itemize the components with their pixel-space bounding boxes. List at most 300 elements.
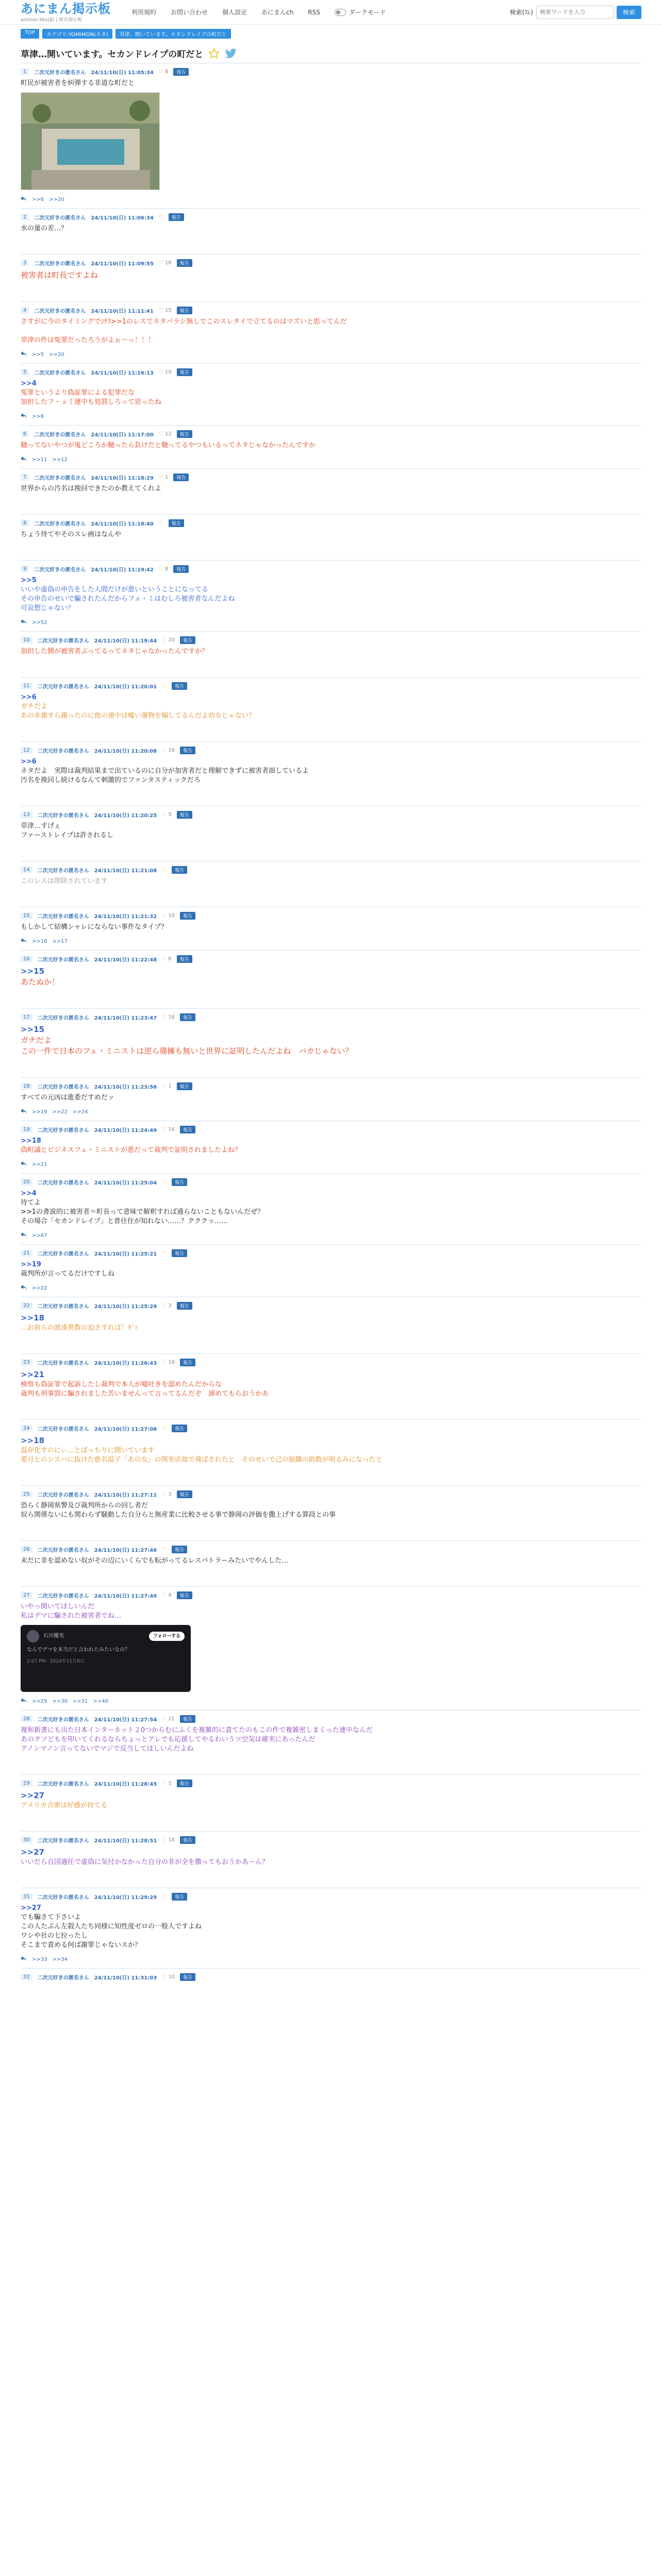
nav-settings[interactable]: 個人設定 xyxy=(222,9,247,16)
reply-link[interactable]: >>34 xyxy=(52,1957,68,1962)
like-button[interactable] xyxy=(162,1894,167,1900)
like-count: 8 xyxy=(164,566,169,572)
report-button[interactable]: 報告 xyxy=(172,1893,187,1901)
site-logo[interactable] xyxy=(21,2,111,23)
like-button[interactable] xyxy=(162,1426,167,1431)
post-date: 24/11/10(日) 11:18:40 xyxy=(91,521,154,527)
reply-anchor[interactable]: >>18 xyxy=(21,1313,45,1323)
post-spacer xyxy=(21,886,641,902)
like-button[interactable] xyxy=(162,812,172,818)
like-button[interactable] xyxy=(162,1360,175,1365)
breadcrumb-category[interactable]: カテゴリ:YOMIMON(ネタ) xyxy=(42,29,112,39)
post-text: そこまで責める何ば謝罪じゃないスか？ xyxy=(21,1941,142,1949)
reply-anchor[interactable]: >>5 xyxy=(21,577,37,584)
heart-icon: ♡ xyxy=(162,1893,167,1900)
report-button[interactable]: 報告 xyxy=(173,565,189,573)
reply-link[interactable]: >>31 xyxy=(72,1699,88,1704)
dark-mode-label: ダークモード xyxy=(349,9,386,16)
reply-icon[interactable] xyxy=(21,938,27,945)
post-text: 馳ってないやつが鬼どころか馳ったら負けだと馳ってるやつもいるってネタじゃなかったんですか xyxy=(21,442,316,449)
reply-anchor[interactable]: >>6 xyxy=(21,693,37,701)
post-header xyxy=(21,1249,641,1257)
reply-link[interactable]: >>6 xyxy=(32,197,44,202)
post-text: 待てよ xyxy=(21,1199,41,1207)
post-footer xyxy=(21,619,641,626)
reply-icon[interactable] xyxy=(21,1161,27,1168)
post-number[interactable]: 3 xyxy=(21,260,29,266)
heart-icon: ♡ xyxy=(162,956,169,962)
post-date: 24/11/10(日) 11:24:49 xyxy=(94,1127,157,1133)
post-author: 二次元好きの匿名さん xyxy=(37,684,89,690)
post-text: 検察も偽証罪で起訴したし裁判で本人が嘘吐きを認めたんだからな xyxy=(21,1381,222,1388)
heart-icon: ♡ xyxy=(158,260,165,266)
post-number[interactable]: 23 xyxy=(21,1359,32,1366)
reply-anchor[interactable]: >>18 xyxy=(21,1436,45,1445)
report-button[interactable]: 報告 xyxy=(177,1490,192,1498)
post-header xyxy=(21,1301,641,1310)
post-text: 温存化すのにぃ…とばっちりに開いています xyxy=(21,1447,155,1454)
post-text: ちょう待てやそのスレ画はなんや xyxy=(21,531,122,538)
post-item xyxy=(21,631,641,677)
post-footer xyxy=(21,413,641,420)
like-button[interactable] xyxy=(162,1179,167,1185)
post-date: 24/11/10(日) 11:20:01 xyxy=(94,684,157,690)
like-button[interactable] xyxy=(159,474,169,480)
report-button[interactable]: 報告 xyxy=(180,747,195,754)
post-number[interactable]: 21 xyxy=(21,1250,32,1257)
like-count: 10 xyxy=(164,369,172,375)
report-button[interactable]: 報告 xyxy=(173,473,189,481)
like-button[interactable] xyxy=(162,1781,172,1786)
report-button[interactable]: 報告 xyxy=(180,1013,195,1021)
reply-anchor[interactable]: >>4 xyxy=(21,1190,37,1197)
report-button[interactable]: 報告 xyxy=(180,636,195,644)
post-number[interactable]: 13 xyxy=(21,811,32,818)
reply-link[interactable]: >>22 xyxy=(32,1285,47,1291)
post-spacer xyxy=(21,281,641,296)
post-number[interactable]: 7 xyxy=(21,474,29,481)
like-count: 1 xyxy=(168,1083,172,1089)
reply-link[interactable]: >>24 xyxy=(72,1109,88,1115)
post-number[interactable]: 1 xyxy=(21,69,29,75)
post-spacer xyxy=(21,988,641,1003)
heart-icon: ♡ xyxy=(162,1837,169,1843)
post-item xyxy=(21,861,641,907)
post-author: 二次元好きの匿名さん xyxy=(37,1084,89,1090)
post-date: 24/11/10(日) 11:20:08 xyxy=(94,748,157,754)
follow-button[interactable]: フォローする xyxy=(149,1632,185,1641)
post-number[interactable]: 29 xyxy=(21,1780,32,1787)
reply-anchor[interactable]: >>27 xyxy=(21,1791,45,1800)
heart-icon: ♡ xyxy=(162,1014,169,1020)
like-button[interactable] xyxy=(162,867,167,873)
report-button[interactable]: 報告 xyxy=(177,1780,192,1787)
heart-icon: ♡ xyxy=(158,474,165,480)
report-button[interactable]: 報告 xyxy=(180,1836,195,1844)
reply-anchor[interactable]: >>27 xyxy=(21,1904,41,1912)
report-button[interactable]: 報告 xyxy=(177,307,192,314)
post-number[interactable]: 20 xyxy=(21,1179,32,1185)
report-button[interactable]: 報告 xyxy=(177,1591,192,1599)
report-button[interactable]: 報告 xyxy=(177,259,192,267)
post-text: 未だに非を認めない奴がその辺にいくらでも転がってるレスバトラーみたいでやんした… xyxy=(21,1557,289,1565)
post-header xyxy=(21,259,641,267)
post-author: 二次元好きの匿名さん xyxy=(34,261,86,267)
post-spacer xyxy=(21,1566,641,1581)
post-text: 世界からの汚名は挽回できたのか教えてくれよ xyxy=(21,485,162,493)
post-header xyxy=(21,866,641,874)
reply-link[interactable]: >>5 xyxy=(32,352,44,358)
reply-link[interactable]: >>29 xyxy=(32,1699,47,1704)
post-date: 24/11/10(日) 11:27:06 xyxy=(94,1426,157,1432)
report-button[interactable]: 報告 xyxy=(177,1302,192,1310)
post-item xyxy=(21,1968,641,2005)
heart-icon: ♡ xyxy=(162,1546,167,1552)
report-button[interactable]: 報告 xyxy=(180,1715,195,1723)
post-body xyxy=(21,1847,641,1867)
report-button[interactable]: 報告 xyxy=(180,1973,195,1981)
nav-terms[interactable]: 利用規約 xyxy=(131,9,157,16)
reply-link[interactable]: >>30 xyxy=(52,1699,68,1704)
heart-icon: ♡ xyxy=(162,1592,169,1598)
post-item xyxy=(21,208,641,254)
post-body xyxy=(21,484,641,494)
search-button[interactable]: 検索 xyxy=(617,6,641,19)
like-button[interactable] xyxy=(162,683,167,689)
like-button[interactable] xyxy=(159,308,172,313)
post-text: あたぬか！ xyxy=(21,977,60,987)
post-text: ガチだよ xyxy=(21,703,48,710)
like-count: 4 xyxy=(168,1592,172,1598)
nav-contact[interactable]: お問い合わせ xyxy=(171,9,208,16)
post-body xyxy=(21,877,641,886)
post-text: 冤罪というより偽証罪による犯罪だな xyxy=(21,389,135,397)
reply-anchor[interactable]: >>21 xyxy=(21,1370,45,1379)
heart-icon: ♡ xyxy=(162,683,167,689)
post-date: 24/11/10(日) 11:31:03 xyxy=(94,1975,157,1981)
report-button[interactable]: 報告 xyxy=(177,811,192,819)
post-header xyxy=(21,636,641,644)
post-date: 24/11/10(日) 11:27:54 xyxy=(94,1717,157,1723)
reply-link[interactable]: >>20 xyxy=(49,352,64,358)
post-date: 24/11/10(日) 11:22:48 xyxy=(94,957,157,963)
report-button[interactable]: 報告 xyxy=(180,1126,195,1133)
post-author: 二次元好きの匿名さん xyxy=(37,1127,89,1133)
like-count: 16 xyxy=(168,1014,175,1020)
post-text: もしかして結構シャレにならない事件なタイプ？ xyxy=(21,923,168,931)
post-text: いやっ開いてほしいんだ xyxy=(21,1603,95,1611)
post-number[interactable]: 18 xyxy=(21,1083,32,1090)
reply-link[interactable]: >>21 xyxy=(32,1162,47,1167)
reply-icon[interactable] xyxy=(21,1698,27,1705)
reply-link[interactable]: >>11 xyxy=(32,457,47,463)
post-header xyxy=(21,1424,641,1432)
post-text: 私はデマに騙された被害者でね… xyxy=(21,1612,122,1620)
like-button[interactable] xyxy=(159,566,169,572)
reply-link[interactable]: >>16 xyxy=(32,939,47,944)
report-button[interactable]: 報告 xyxy=(180,912,195,920)
post-body xyxy=(21,1369,641,1399)
post-number[interactable]: 6 xyxy=(21,431,29,437)
post-number[interactable]: 17 xyxy=(21,1014,32,1021)
report-button[interactable]: 報告 xyxy=(172,1546,187,1553)
post-date: 24/11/10(日) 11:27:11 xyxy=(94,1492,157,1498)
post-header xyxy=(21,911,641,920)
post-number[interactable]: 14 xyxy=(21,867,32,873)
post-body xyxy=(21,923,641,932)
like-button[interactable] xyxy=(162,1974,175,1980)
post-date: 24/11/10(日) 11:23:56 xyxy=(94,1084,157,1090)
post-number[interactable]: 16 xyxy=(21,956,32,962)
post-text: いいや虚偽の申告をした人間だけが悪いということになってる xyxy=(21,586,209,594)
post-author: 二次元好きの匿名さん xyxy=(34,521,86,527)
post-body xyxy=(21,1501,641,1520)
post-item xyxy=(21,468,641,514)
post-date: 24/11/10(日) 11:11:41 xyxy=(91,308,154,314)
post-item xyxy=(21,907,641,950)
reply-icon[interactable] xyxy=(21,1956,27,1963)
post-spacer xyxy=(21,656,641,672)
post-number[interactable]: 11 xyxy=(21,683,32,689)
post-text: あの赤旗すら謝ったのに他の連中は嘘い運物を煽してるんだよ幼女じゃない？ xyxy=(21,712,256,720)
post-number[interactable]: 12 xyxy=(21,747,32,754)
reply-anchor[interactable]: >>6 xyxy=(21,758,37,766)
nav-rss[interactable]: RSS xyxy=(308,8,320,16)
toggle-switch-icon[interactable] xyxy=(335,9,346,16)
post-header xyxy=(21,1779,641,1787)
post-author: 二次元好きの匿名さん xyxy=(37,913,89,920)
post-author: 二次元好きの匿名さん xyxy=(37,812,89,819)
post-text: 要月とのシスパに抜けた慈名温子「あの女」の関実店故で飛ばされたと そのせいで己の組織の助数が明るみになったと xyxy=(21,1456,383,1464)
reply-link[interactable]: >>67 xyxy=(32,1233,47,1239)
post-number[interactable]: 10 xyxy=(21,637,32,643)
search-input[interactable] xyxy=(536,6,614,19)
like-button[interactable] xyxy=(162,1250,167,1256)
post-number[interactable]: 8 xyxy=(21,520,29,527)
reply-link[interactable]: >>19 xyxy=(32,1109,47,1115)
heart-icon: ♡ xyxy=(158,214,163,220)
post-item xyxy=(21,1353,641,1419)
post-text: 汚名を挽回し続けるなんて刺激的でファンタスティックだろ xyxy=(21,776,201,784)
post-item xyxy=(21,560,641,631)
like-button[interactable] xyxy=(162,1716,175,1722)
like-button[interactable] xyxy=(159,520,163,526)
like-button[interactable] xyxy=(162,1083,172,1089)
heart-icon: ♡ xyxy=(162,1302,169,1309)
report-button[interactable]: 報告 xyxy=(177,368,192,376)
post-item xyxy=(21,1121,641,1173)
report-button[interactable]: 報告 xyxy=(172,866,187,874)
post-header xyxy=(21,473,641,481)
post-number[interactable]: 4 xyxy=(21,307,29,314)
post-body xyxy=(21,1024,641,1057)
post-text: 可哀想じゃない？ xyxy=(21,604,75,612)
reply-anchor[interactable]: >>18 xyxy=(21,1137,41,1145)
post-item xyxy=(21,1008,641,1077)
like-button[interactable] xyxy=(159,69,169,75)
reply-icon[interactable] xyxy=(21,619,27,626)
like-button[interactable] xyxy=(159,431,172,437)
post-text: 裁判所が言ってるだけですしね xyxy=(21,1270,115,1278)
post-header xyxy=(21,213,641,221)
post-body xyxy=(21,1726,641,1754)
post-text: この一件で日本のフェ・ミニストは逆ら備擁も無いと世界に証明したんだよね バカじゃない？ xyxy=(21,1046,353,1056)
post-item xyxy=(21,1077,641,1121)
post-date: 24/11/10(日) 11:21:08 xyxy=(94,868,157,874)
post-author: 二次元好きの匿名さん xyxy=(37,1251,89,1257)
like-button[interactable] xyxy=(159,260,172,266)
post-author: 二次元好きの匿名さん xyxy=(37,1781,89,1787)
post-header xyxy=(21,1545,641,1553)
like-count: 5 xyxy=(168,811,172,818)
reply-link[interactable]: >>40 xyxy=(93,1699,108,1704)
like-button[interactable] xyxy=(162,1492,172,1497)
post-header xyxy=(21,1973,641,1981)
post-header xyxy=(21,1892,641,1901)
post-text: 加担したフ・ェミ連中も処罰しろって思ったね xyxy=(21,398,162,406)
post-number[interactable]: 26 xyxy=(21,1546,32,1553)
report-button[interactable]: 報告 xyxy=(173,68,189,76)
report-button[interactable]: 報告 xyxy=(172,682,187,690)
post-number[interactable]: 30 xyxy=(21,1837,32,1843)
reply-anchor[interactable]: >>4 xyxy=(21,380,37,387)
report-button[interactable]: 報告 xyxy=(172,1249,187,1257)
like-button[interactable] xyxy=(159,214,163,220)
post-date: 24/11/10(日) 11:16:13 xyxy=(91,370,154,376)
embedded-tweet[interactable] xyxy=(21,1625,191,1692)
post-header xyxy=(21,519,641,527)
reply-anchor[interactable]: >>15 xyxy=(21,967,45,976)
reply-icon[interactable] xyxy=(21,1285,27,1292)
reply-link[interactable]: >>20 xyxy=(49,197,64,202)
heart-icon: ♡ xyxy=(162,1491,169,1497)
post-list xyxy=(21,63,641,2005)
report-button[interactable]: 報告 xyxy=(177,955,192,963)
post-spacer xyxy=(21,721,641,736)
reply-link[interactable]: >>17 xyxy=(52,939,68,944)
post-date: 24/11/10(日) 11:29:29 xyxy=(94,1894,157,1901)
like-button[interactable] xyxy=(162,1127,175,1132)
report-button[interactable]: 報告 xyxy=(169,519,184,527)
post-number[interactable]: 32 xyxy=(21,1974,32,1980)
post-number[interactable]: 31 xyxy=(21,1893,32,1900)
post-author: 二次元好きの匿名さん xyxy=(37,1717,89,1723)
like-button[interactable] xyxy=(162,637,175,643)
report-button[interactable]: 報告 xyxy=(172,1425,187,1432)
post-header xyxy=(21,67,641,76)
post-body xyxy=(21,317,641,345)
post-header xyxy=(21,430,641,438)
post-image[interactable] xyxy=(21,92,160,190)
report-button[interactable]: 報告 xyxy=(180,1359,195,1366)
reply-anchor[interactable]: >>15 xyxy=(21,1025,45,1034)
like-button[interactable] xyxy=(162,748,175,753)
like-button[interactable] xyxy=(162,1014,175,1020)
post-text: あのクソどもを叩いてくれるならちょっとアレでも応援してやるわいうツ空気は確実にあったんだ xyxy=(21,1736,316,1743)
like-button[interactable] xyxy=(162,956,172,962)
post-number[interactable]: 19 xyxy=(21,1126,32,1133)
post-date: 24/11/10(日) 11:09:55 xyxy=(91,261,154,267)
heart-icon: ♡ xyxy=(162,912,169,919)
post-text: ファーストレイプは許されるし xyxy=(21,832,114,839)
reply-icon[interactable] xyxy=(21,351,27,358)
reply-anchor[interactable]: >>19 xyxy=(21,1261,41,1268)
post-number[interactable]: 15 xyxy=(21,912,32,919)
reply-icon[interactable] xyxy=(21,413,27,420)
post-number[interactable]: 5 xyxy=(21,369,29,376)
tweet-header xyxy=(27,1630,185,1642)
post-text: 被害者は町長ですよね xyxy=(21,270,98,280)
post-spacer xyxy=(21,1333,641,1348)
reply-icon[interactable] xyxy=(21,1232,27,1239)
like-count: 21 xyxy=(168,1716,175,1722)
like-count: 18 xyxy=(168,1359,175,1365)
reply-link[interactable]: >>52 xyxy=(32,620,47,625)
reply-link[interactable]: >>6 xyxy=(32,414,44,419)
reply-link[interactable]: >>12 xyxy=(52,457,68,463)
post-footer xyxy=(21,1109,641,1115)
report-button[interactable]: 報告 xyxy=(169,213,184,221)
like-button[interactable] xyxy=(162,1547,167,1552)
post-body xyxy=(21,1602,641,1621)
post-header xyxy=(21,1125,641,1133)
post-author: 二次元好きの匿名さん xyxy=(34,70,86,76)
logo-text[interactable]: あにまん掲示板 xyxy=(21,1,111,16)
heart-icon: ♡ xyxy=(162,1359,169,1365)
reply-link[interactable]: >>22 xyxy=(52,1109,68,1115)
post-text: …お前らの渡湊異数の迫さすれば！ﾀﾞｧ xyxy=(21,1324,138,1332)
post-number[interactable]: 27 xyxy=(21,1592,32,1599)
post-date: 24/11/10(日) 11:20:25 xyxy=(94,812,157,819)
post-number[interactable]: 24 xyxy=(21,1425,32,1432)
reply-link[interactable]: >>33 xyxy=(32,1957,47,1962)
reply-icon[interactable] xyxy=(21,1109,27,1115)
post-date: 24/11/10(日) 11:26:43 xyxy=(94,1360,157,1366)
twitter-share-icon[interactable] xyxy=(225,48,237,59)
post-body xyxy=(21,1093,641,1103)
report-button[interactable]: 報告 xyxy=(177,1082,192,1090)
dark-mode-toggle[interactable] xyxy=(335,8,386,16)
post-footer xyxy=(21,1956,641,1963)
post-number[interactable]: 28 xyxy=(21,1716,32,1722)
nav-animanch[interactable]: あにまんch xyxy=(261,9,294,16)
reply-anchor[interactable]: >>27 xyxy=(21,1848,45,1857)
like-count: 16 xyxy=(168,1126,175,1132)
post-text: ガチだよ xyxy=(21,1036,52,1045)
post-number[interactable]: 22 xyxy=(21,1302,32,1309)
post-number[interactable]: 9 xyxy=(21,566,29,572)
heart-icon: ♡ xyxy=(162,747,169,753)
breadcrumb-thread[interactable]: 草津、開いています。セカンドレイプの町だと xyxy=(115,29,231,39)
report-button[interactable]: 報告 xyxy=(172,1178,187,1186)
post-author: 二次元好きの匿名さん xyxy=(37,748,89,754)
post-number[interactable]: 25 xyxy=(21,1491,32,1498)
post-number[interactable]: 2 xyxy=(21,214,29,221)
post-body xyxy=(21,224,641,233)
report-button[interactable]: 報告 xyxy=(177,430,192,438)
breadcrumb-top[interactable]: TOP xyxy=(21,29,39,39)
like-button[interactable] xyxy=(162,913,175,919)
like-button[interactable] xyxy=(162,1592,172,1598)
reply-icon[interactable] xyxy=(21,456,27,463)
favorite-star-icon[interactable] xyxy=(208,48,220,59)
heart-icon: ♡ xyxy=(158,369,165,375)
reply-icon[interactable] xyxy=(21,196,27,203)
post-date: 24/11/10(日) 11:17:00 xyxy=(91,432,154,438)
like-button[interactable] xyxy=(159,369,172,375)
like-button[interactable] xyxy=(162,1303,172,1309)
like-button[interactable] xyxy=(162,1837,175,1843)
